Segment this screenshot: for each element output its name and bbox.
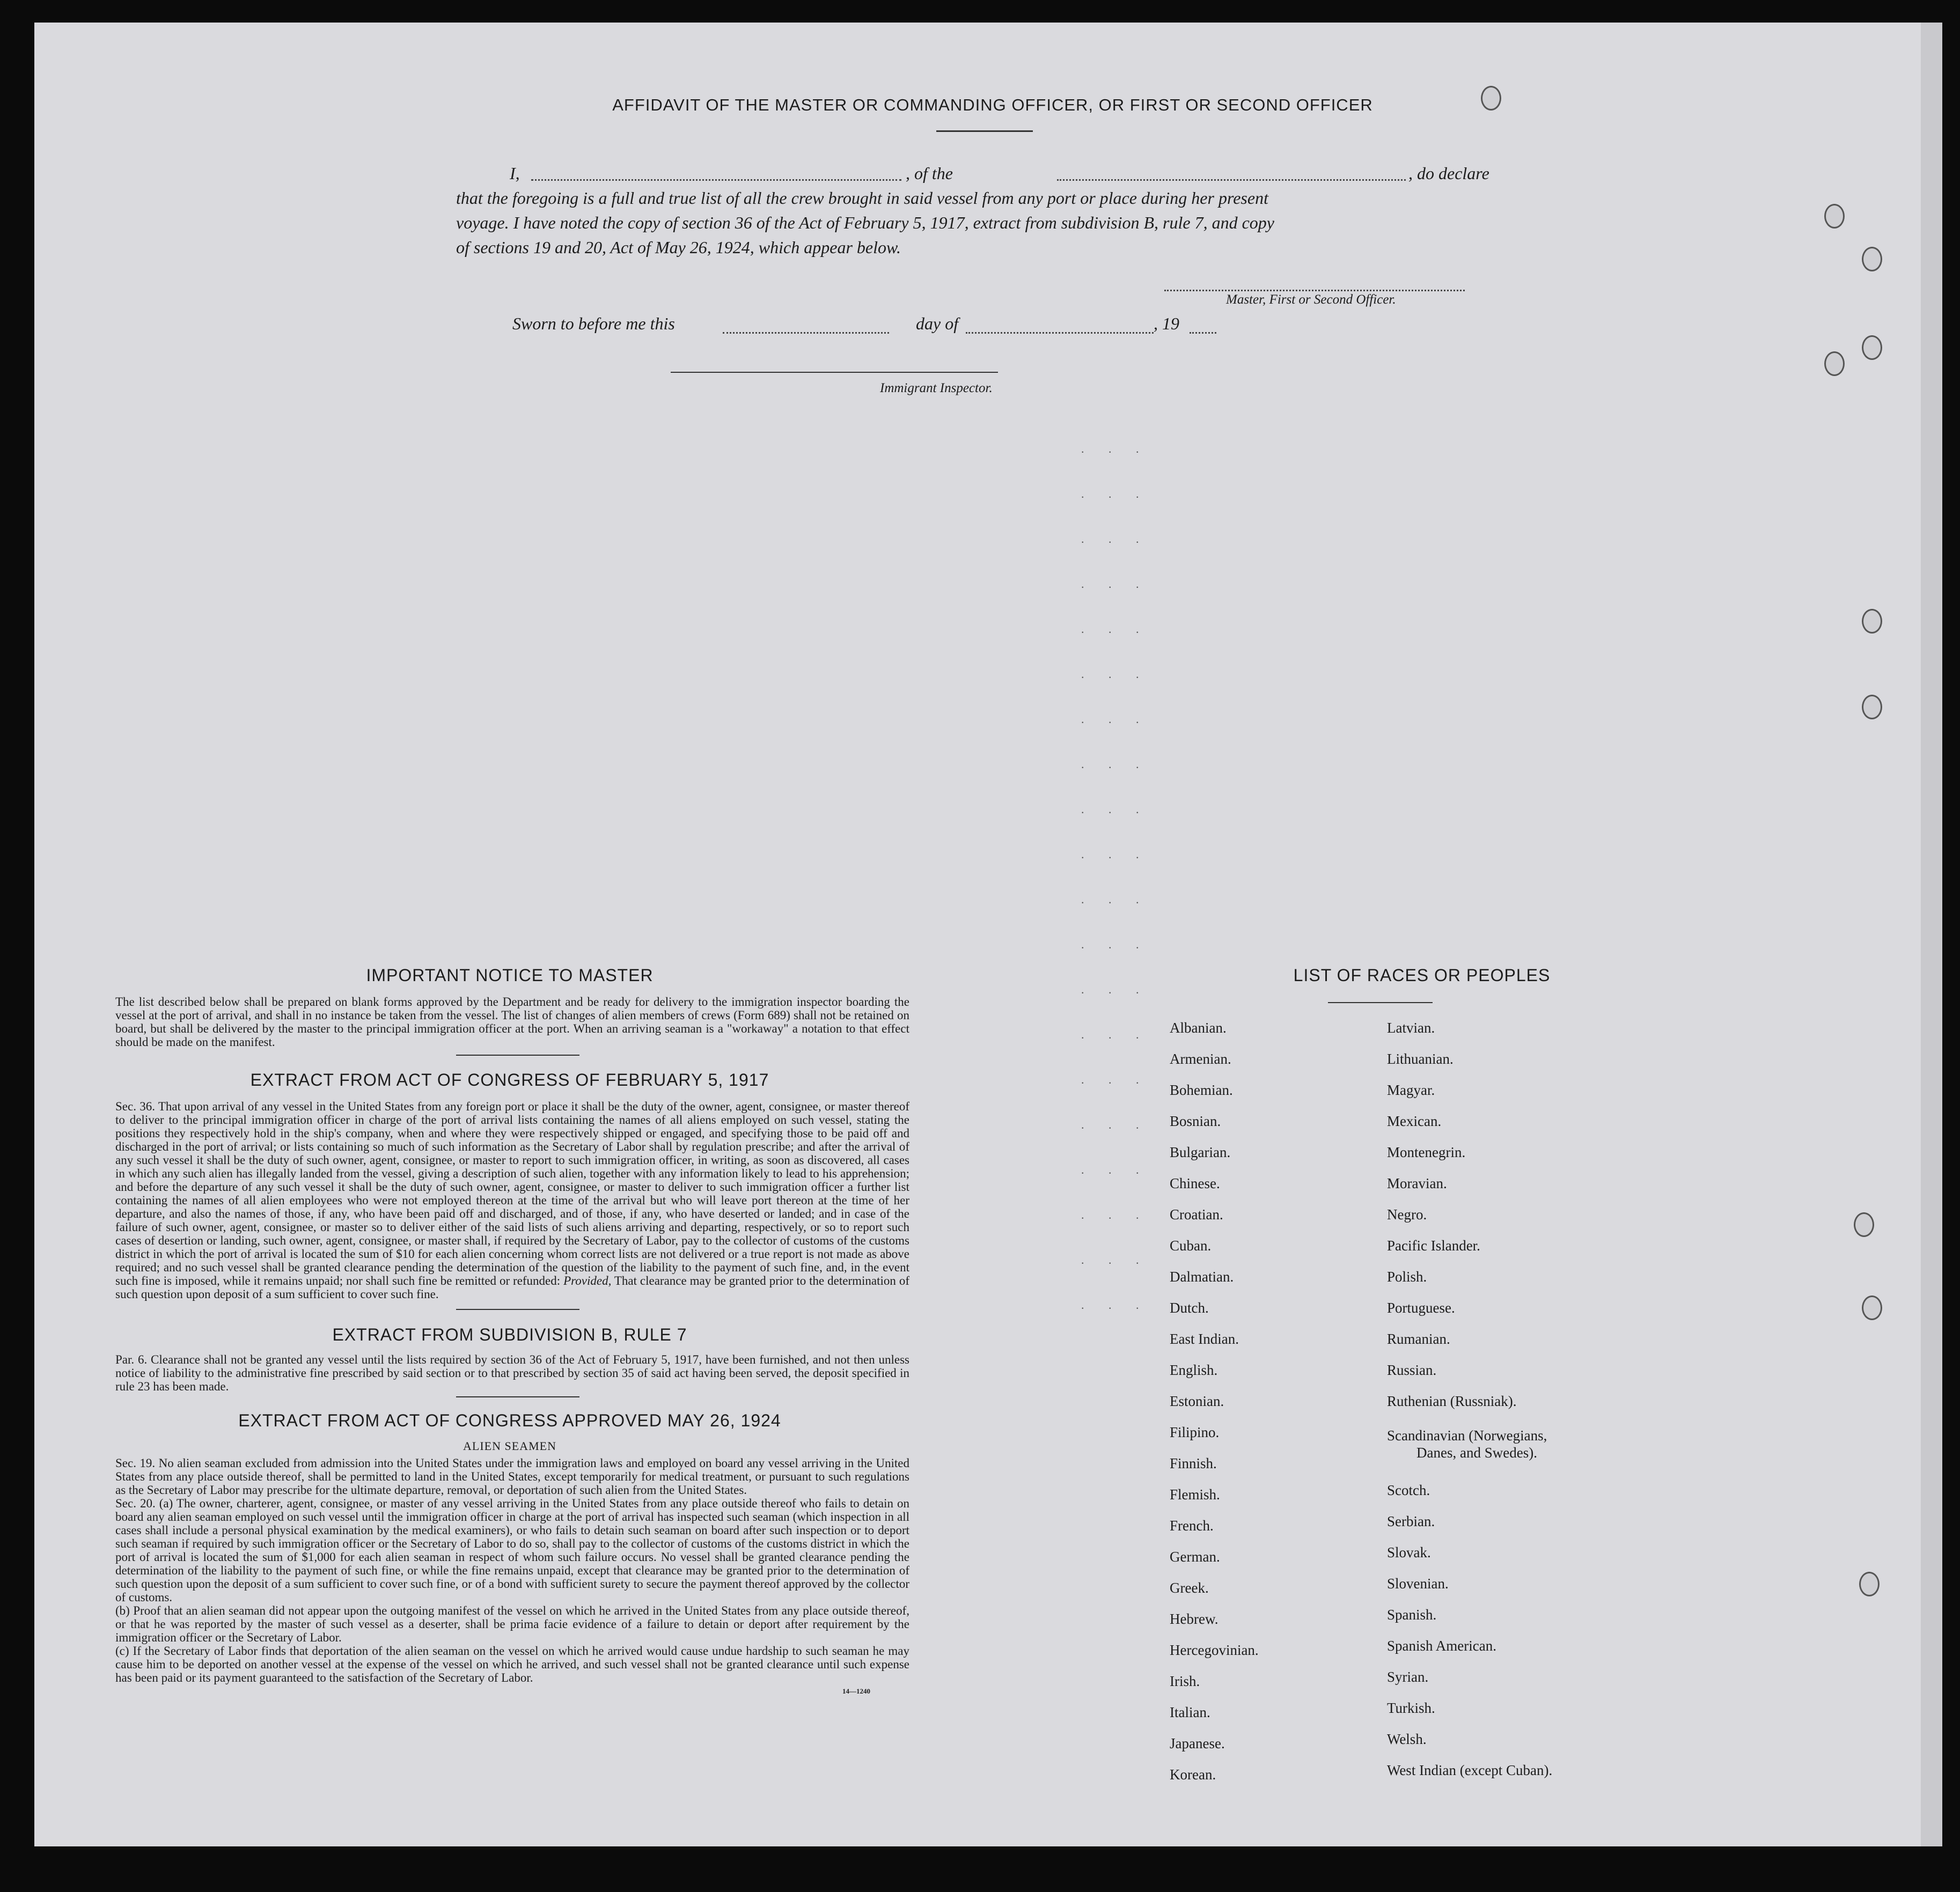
declaration-line: voyage. I have noted the copy of section 36 of the Act of February 5, 1917, extract from subdivision B, rule 7, and copy [456, 213, 1274, 232]
race-item: Welsh. [1387, 1731, 1427, 1747]
race-item: Dalmatian. [1170, 1269, 1234, 1285]
race-item: Pacific Islander. [1387, 1238, 1480, 1254]
race-item: Russian. [1387, 1362, 1437, 1378]
notice-body: The list described below shall be prepared on blank forms approved by the Department and be ready for delivery to the immigration inspector boarding the vessel at the port of arrival, and shall in no instance be taken from the vessel. The list of changes of alien members of crews (Form 689) shall not be retained on board, but shall be delivered by the master to the principal immigration officer at the port. When an arriving seaman is a "workaway" a notation to that effect should be made on the manifest. [115, 995, 909, 1049]
race-item: Bohemian. [1170, 1082, 1233, 1098]
race-item: Flemish. [1170, 1486, 1220, 1503]
binder-hole [1854, 1212, 1874, 1237]
sworn-line [512, 314, 1264, 338]
section-divider [456, 1309, 579, 1310]
binder-hole [1824, 351, 1845, 376]
race-item: Cuban. [1170, 1238, 1212, 1254]
sec-20a-text: Sec. 20. (a) The owner, charterer, agent, consignee, or master of any vessel arriving in the United States from any place outside thereof who fails to detain on board any alien seaman employed on such vessel until the immigration officer in charge at the port of arrival has inspected such seaman (which inspection in all cases shall include a personal physical examination by the medical examiners), or who fails to detain such seaman on board after such inspection or to deport such seaman if required by such immigration officer or the Secretary of Labor to do so, shall pay to the collector of customs of the customs district in which the port of arrival is located the sum of $1,000 for each alien seaman in respect of whom such failure occurs. No vessel shall be granted clearance pending the determination of the liability to the payment of such fine, or while the fine remains unpaid, except that clearance may be granted prior to the determination of such question upon the deposit of a sum sufficient to cover such fine, or of a bond with sufficient surety to secure the payment thereof approved by the collector of customs. [115, 1497, 909, 1604]
race-item: Serbian. [1387, 1513, 1435, 1529]
vessel-name-field[interactable] [1057, 179, 1406, 181]
binder-hole [1862, 335, 1882, 360]
race-item: Estonian. [1170, 1393, 1224, 1409]
notice-title: IMPORTANT NOTICE TO MASTER [366, 966, 654, 985]
sworn-day-field[interactable] [723, 332, 889, 334]
race-item: Albanian. [1170, 1020, 1227, 1036]
declare-i: I, [510, 164, 520, 183]
race-item: Scandinavian (Norwegians, [1387, 1427, 1547, 1444]
race-item: Italian. [1170, 1704, 1210, 1720]
race-item: Hercegovinian. [1170, 1642, 1259, 1658]
sec-20c-text: (c) If the Secretary of Labor finds that deportation of the alien seaman on the vessel on which he arrived would cause undue hardship to such seaman he may cause him to be deported on another vessel at the expense of the vessel on which he arrived, and such vessel shall not be granted clearance until such expense has been paid or its payment guaranteed to the satisfaction of the Secretary of Labor. [115, 1644, 909, 1684]
sec-20b-text: (b) Proof that an alien seaman did not appear upon the outgoing manifest of the vessel on which he arrived in the United States from any place outside thereof, or that he was reported by the master of such vessel as a deserter, shall be prima facie evidence of a failure to detain or deport after requirement by the immigration officer or the Secretary of Labor. [115, 1604, 909, 1644]
race-item: English. [1170, 1362, 1218, 1378]
race-item: Turkish. [1387, 1700, 1435, 1716]
race-item: Latvian. [1387, 1020, 1435, 1036]
extract-1917-title: EXTRACT FROM ACT OF CONGRESS OF FEBRUARY 5, 1917 [250, 1070, 769, 1089]
day-of-label: day of [916, 314, 959, 333]
sec-19-text: Sec. 19. No alien seaman excluded from admission into the United States under the immigration laws and employed on board any vessel arriving in the United States from any place outside thereof, shall be permitted to land in the United States, except temporarily for medical treatment, or pursuant to such regulations as the Secretary of Labor may prescribe for the ultimate departure, removal, or deportation of such alien from the United States. [115, 1456, 909, 1497]
race-item: Dutch. [1170, 1300, 1209, 1316]
affidavit-declaration [456, 161, 1502, 260]
race-item: Finnish. [1170, 1455, 1217, 1471]
race-item: Spanish. [1387, 1607, 1437, 1623]
alien-seamen-subtitle: ALIEN SEAMEN [463, 1439, 556, 1453]
race-item: Bulgarian. [1170, 1144, 1231, 1160]
binder-hole [1862, 247, 1882, 271]
race-item: Moravian. [1387, 1175, 1447, 1191]
race-item: Slovenian. [1387, 1576, 1449, 1592]
race-item: Danes, and Swedes). [1416, 1445, 1537, 1461]
race-item: Rumanian. [1387, 1331, 1450, 1347]
race-item: Montenegrin. [1387, 1144, 1466, 1160]
sworn-label: Sworn to before me this [512, 314, 675, 333]
rule7-body: Par. 6. Clearance shall not be granted any vessel until the lists required by section 36 of the Act of February 5, 1917, have been furnished, and not then unless notice of liability to the administrative fine prescribed by said section or to that prescribed by section 35 of said act having been served, the deposit specified in rule 23 has been made. [115, 1353, 909, 1393]
sec-36-text: Sec. 36. That upon arrival of any vessel in the United States from any foreign port or place it shall be the duty of the owner, agent, consignee, or master thereof to deliver to the principal immigration officer in charge of the port of arrival lists containing the names of all aliens employed on such vessel, stating the positions they respectively hold in the ship's company, when and where they were respectively shipped or engaged, and specifying those to be paid off and discharged in the port of arrival; or lists containing so much of such information as the Secretary of Labor shall by regulation prescribe; and after the arrival of any such vessel it shall be the duty of such owner, agent, consignee, or master to report to such immigration officer, in writing, as soon as discovered, all cases in which any such alien has illegally landed from the vessel, giving a description of such alien, together with any information likely to lead to his apprehension; and before the departure of any such vessel it shall be the duty of such owner, agent, consignee, or master to deliver to such immigration officer a further list containing the names of all alien employees who were not employed thereon at the time of the arrival but who will leave port thereon at the time of her departure, and also the names of those, if any, who have been paid off and discharged, and of those, if any, who have deserted or landed; and in case of the failure of such owner, agent, consignee, or master so to deliver either of the said lists of such aliens arriving and departing, respectively, or so to report such cases of desertion or landing, such owner, agent, consignee, or master shall, if required by the Secretary of Labor, pay to the collector of customs of the customs district in which the port of arrival is located the sum of $10 for each alien concerning whom correct lists are not delivered or a true report is not made as above required; and no such vessel shall be granted clearance pending the determination of the question of the liability to the payment of such fine, and, in the event such fine is imposed, while it remains unpaid; nor shall such fine be remitted or refunded: [115, 1100, 909, 1287]
title-underline [936, 130, 1033, 132]
declaration-line: of sections 19 and 20, Act of May 26, 1924, which appear below. [456, 238, 901, 257]
race-item: Scotch. [1387, 1482, 1430, 1498]
master-signature-label: Master, First or Second Officer. [1226, 292, 1396, 307]
race-item: Slovak. [1387, 1544, 1431, 1560]
race-item: Syrian. [1387, 1669, 1429, 1685]
binder-hole [1862, 609, 1882, 634]
sworn-month-field[interactable] [966, 332, 1154, 334]
race-item: Magyar. [1387, 1082, 1435, 1098]
binder-hole [1859, 1572, 1880, 1596]
race-item: Negro. [1387, 1206, 1427, 1223]
race-item: Spanish American. [1387, 1638, 1496, 1654]
race-item: Greek. [1170, 1580, 1209, 1596]
race-item: Filipino. [1170, 1424, 1220, 1440]
race-item: French. [1170, 1518, 1214, 1534]
rule7-title: EXTRACT FROM SUBDIVISION B, RULE 7 [332, 1325, 687, 1344]
race-item: German. [1170, 1549, 1220, 1565]
sec-36-text-end: That clearance may be granted prior to the determination of such question upon deposit of a sum sufficient to cover such fine. [115, 1274, 909, 1301]
inspector-signature-field[interactable] [671, 372, 998, 373]
race-item: Hebrew. [1170, 1611, 1218, 1627]
master-name-field[interactable] [531, 179, 901, 181]
race-item: Irish. [1170, 1673, 1200, 1689]
race-item: Mexican. [1387, 1113, 1442, 1129]
extract-1917-body [115, 1100, 909, 1301]
binder-hole [1862, 695, 1882, 719]
section-divider [456, 1396, 579, 1397]
sworn-year-field[interactable] [1190, 332, 1216, 334]
extract-1924-body [115, 1456, 909, 1684]
extract-1924-title: EXTRACT FROM ACT OF CONGRESS APPROVED MAY 26, 1924 [238, 1411, 781, 1430]
dot-leaders: . . . . . . . . . . . . . . . . . . . . . . . . . . . . . . . . . . . . . . . . . . . . . . . . . . . . . . . . . . . . [1081, 442, 1150, 1312]
race-item: Bosnian. [1170, 1113, 1221, 1129]
binder-hole [1824, 204, 1845, 229]
race-item: West Indian (except Cuban). [1387, 1762, 1553, 1778]
declaration-line: that the foregoing is a full and true list of all the crew brought in said vessel from any port or place during her present [456, 188, 1268, 208]
race-item: Croatian. [1170, 1206, 1223, 1223]
declare-end: , do declare [1408, 164, 1489, 183]
provided-word: Provided, [563, 1274, 612, 1287]
affidavit-title: AFFIDAVIT OF THE MASTER OR COMMANDING OFFICER, OR FIRST OR SECOND OFFICER [612, 95, 1373, 114]
races-title: LIST OF RACES OR PEOPLES [1293, 966, 1551, 985]
race-item: Ruthenian (Russniak). [1387, 1393, 1517, 1409]
master-signature-field[interactable] [1164, 290, 1465, 291]
year-label: , 19 [1154, 314, 1179, 333]
declare-of-the: , of the [906, 164, 953, 183]
form-number: 14—1240 [842, 1687, 870, 1695]
binder-hole [1862, 1295, 1882, 1320]
race-item: Armenian. [1170, 1051, 1231, 1067]
race-item: Chinese. [1170, 1175, 1220, 1191]
race-item: Lithuanian. [1387, 1051, 1454, 1067]
race-item: Korean. [1170, 1766, 1216, 1783]
inspector-label: Immigrant Inspector. [880, 381, 993, 395]
race-item: Polish. [1387, 1269, 1427, 1285]
race-item: Japanese. [1170, 1735, 1225, 1751]
race-item: Portuguese. [1387, 1300, 1455, 1316]
race-item: East Indian. [1170, 1331, 1239, 1347]
page-edge [1921, 23, 1942, 1846]
section-divider [456, 1055, 579, 1056]
races-underline [1328, 1002, 1433, 1003]
